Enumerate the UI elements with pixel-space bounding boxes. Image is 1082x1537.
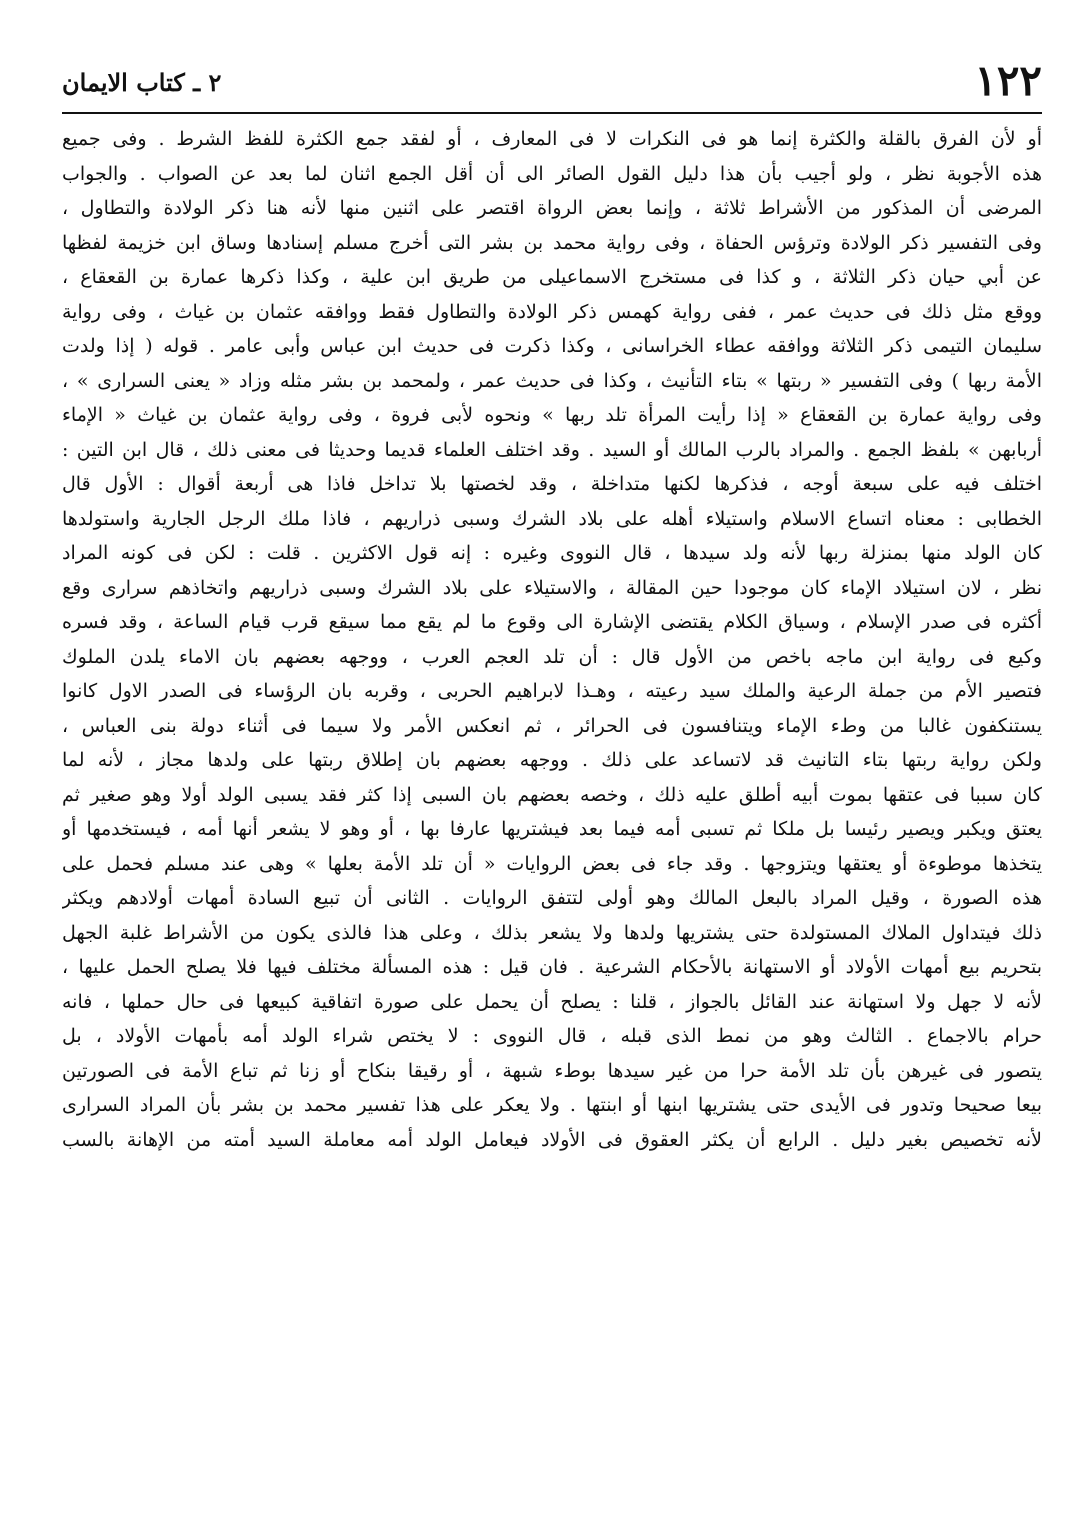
text-line: وفى التفسير ذكر الولادة وترؤس الحفاة ، وفى رواية محمد بن بشر التى أخرج مسلم إسنادها وساق ابن خزيمة لفظها — [62, 231, 1042, 254]
text-line: الأمة ربها ) وفى التفسير « ربتها » بتاء التأنيث ، وكذا فى حديث عمر ، ولمحمد بن بشر مثله وزاد « يعنى السرارى » ، — [62, 369, 1042, 392]
text-line: وفى رواية عمارة بن القعقاع « إذا رأيت المرأة تلد ربها » ونحوه لأبى فروة ، وفى رواية عثمان بن غياث « الإماء — [62, 404, 1042, 426]
running-title: ٢ ـ كتاب الايمان — [62, 68, 222, 97]
text-line: يعتق ويكبر ويصير رئيسا بل ملكا ثم تسبى أمه فيما بعد فيشتريها عارفا بها ، أو وهو لا يشعر أنها أمه ، فيستخدمها أو — [62, 818, 1042, 840]
text-line: كان سببا فى عتقها بموت أبيه أطلق عليه ذلك ، وخصه بعضهم بان السبى إذا كثر فقد يسبى الولد أولا وهو صغير ثم — [62, 783, 1042, 806]
text-line: يتصور فى غيرهن بأن تلد الأمة حرا من غير سيدها بوطء شبهة ، أو رقيقا بنكاح أو زنا ثم تباع الأمة فى الصورتين — [62, 1059, 1042, 1082]
page-header — [62, 58, 1042, 108]
text-line: هذه الأجوبة نظر ، ولو أجيب بأن هذا دليل القول الصائر الى أن أقل الجمع اثنان لما بعد عن الصواب . والجواب — [62, 162, 1042, 185]
text-line: فتصير الأم من جملة الرعية والملك سيد رعيته ، وهـذا لابراهيم الحربى ، وقربه بان الرؤساء فى الصدر الاول كانوا — [62, 680, 1042, 702]
text-line: يتخذها موطوءة أو يعتقها ويتزوجها . وقد جاء فى بعض الروايات « أن تلد الأمة بعلها » وهى عند مسلم فحمل على — [62, 852, 1042, 875]
text-line: عن أبي حيان ذكر الثلاثة ، و كذا فى مستخرج الاسماعيلى من طريق ابن علية ، وكذا ذكرها عمارة بن القعقاع ، — [62, 266, 1042, 288]
text-line: أو لأن الفرق بالقلة والكثرة إنما هو فى النكرات لا فى المعارف ، أو لفقد جمع الكثرة للفظ الشرط . وفى جميع — [62, 128, 1042, 150]
text-line: بتحريم بيع أمهات الأولاد أو الاستهانة بالأحكام الشرعية . فان قيل : هذه المسألة مختلف فيها فلا يصلح الحمل عليها ، — [62, 956, 1042, 978]
text-line: سليمان التيمى ذكر الثلاثة ووافقه عطاء الخراسانى ، وكذا ذكرت فى حديث ابن عباس وأبى عامر . قوله ( إذا ولدت — [62, 335, 1042, 357]
text-line: الخطابى : معناه اتساع الاسلام واستيلاء أهله على بلاد الشرك وسبى ذراريهم ، فاذا ملك الرجل الجارية واستولدها — [62, 507, 1042, 530]
text-line: يستنكفون غالبا من وطء الإماء ويتنافسون فى الحرائر ، ثم انعكس الأمر ولا سيما فى أثناء دولة بنى العباس ، — [62, 714, 1042, 737]
text-line: بيعا صحيحا وتدور فى الأيدى حتى يشتريها ابنها أو ابنتها . ولا يعكر على هذا تفسير محمد بن بشر بأن المراد السرارى — [62, 1094, 1042, 1116]
text-line: ووقع مثل ذلك فى حديث عمر ، ففى رواية كهمس ذكر الولادة والتطاول فقط ووافقه عثمان بن غياث ، وفى رواية — [62, 300, 1042, 323]
text-line: وكيع فى رواية ابن ماجه باخص من الأول قال : أن تلد العجم العرب ، ووجهه بعضهم بان الاماء يلدن الملوك — [62, 645, 1042, 668]
text-line: كان الولد منها بمنزلة ربها لأنه ولد سيدها ، قال النووى وغيره : إنه قول الاكثرين . قلت : لكن فى كونه المراد — [62, 542, 1042, 564]
header-divider — [62, 112, 1042, 114]
text-line: لأنه لا جهل ولا استهانة عند القائل بالجواز ، قلنا : يصلح أن يحمل على صورة اتفاقية كبيعها فى حال حملها ، فانه — [62, 990, 1042, 1013]
body-text — [62, 122, 1042, 1157]
text-line: ولكن رواية ربتها بتاء التانيث قد لاتساعد على ذلك . ووجهه بعضهم بان إطلاق ربتها على ولدها مجاز ، لأنه لما — [62, 749, 1042, 771]
text-line: أكثره فى صدر الإسلام ، وسياق الكلام يقتضى الإشارة الى وقوع ما لم يقع مما سيقع قرب قيام الساعة ، وقد فسره — [62, 611, 1042, 633]
text-line: هذه الصورة ، وقيل المراد بالبعل المالك وهو أولى لتتفق الروايات . الثانى أن تبيع السادة أمهات أولادهم ويكثر — [62, 887, 1042, 909]
text-line: لأنه تخصيص بغير دليل . الرابع أن يكثر العقوق فى الأولاد فيعامل الولد أمه معاملة السيد أمته من الإهانة بالسب — [62, 1128, 1042, 1151]
text-line: المرضى أن المذكور من الأشراط ثلاثة ، وإنما بعض الرواة اقتصر على اثنين منها لأنه هنا ذكر الولادة والتطاول ، — [62, 197, 1042, 219]
text-line: حرام بالاجماع . الثالث وهو من نمط الذى قبله ، قال النووى : لا يختص شراء الولد أمه بأمهات الأولاد ، بل — [62, 1025, 1042, 1047]
text-line: ذلك فيتداول الملاك المستولدة حتى يشتريها ولدها ولا يشعر بذلك ، وعلى هذا فالذى يكون من الأشراط غلبة الجهل — [62, 921, 1042, 944]
page-number: ١٢٢ — [974, 56, 1042, 105]
text-line: نظر ، لان استيلاد الإماء كان موجودا حين المقالة ، والاستيلاء على بلاد الشرك وسبى ذراريهم واتخاذهم سرارى وقع — [62, 576, 1042, 599]
text-line: أربابهن » بلفظ الجمع . والمراد بالرب المالك أو السيد . وقد اختلف العلماء قديما وحديثا فى معنى ذلك ، قال ابن التين : — [62, 438, 1042, 461]
text-line: اختلف فيه على سبعة أوجه ، فذكرها لكنها متداخلة ، وقد لخصتها بلا تداخل فاذا هى أربعة أقوال : الأول قال — [62, 473, 1042, 495]
